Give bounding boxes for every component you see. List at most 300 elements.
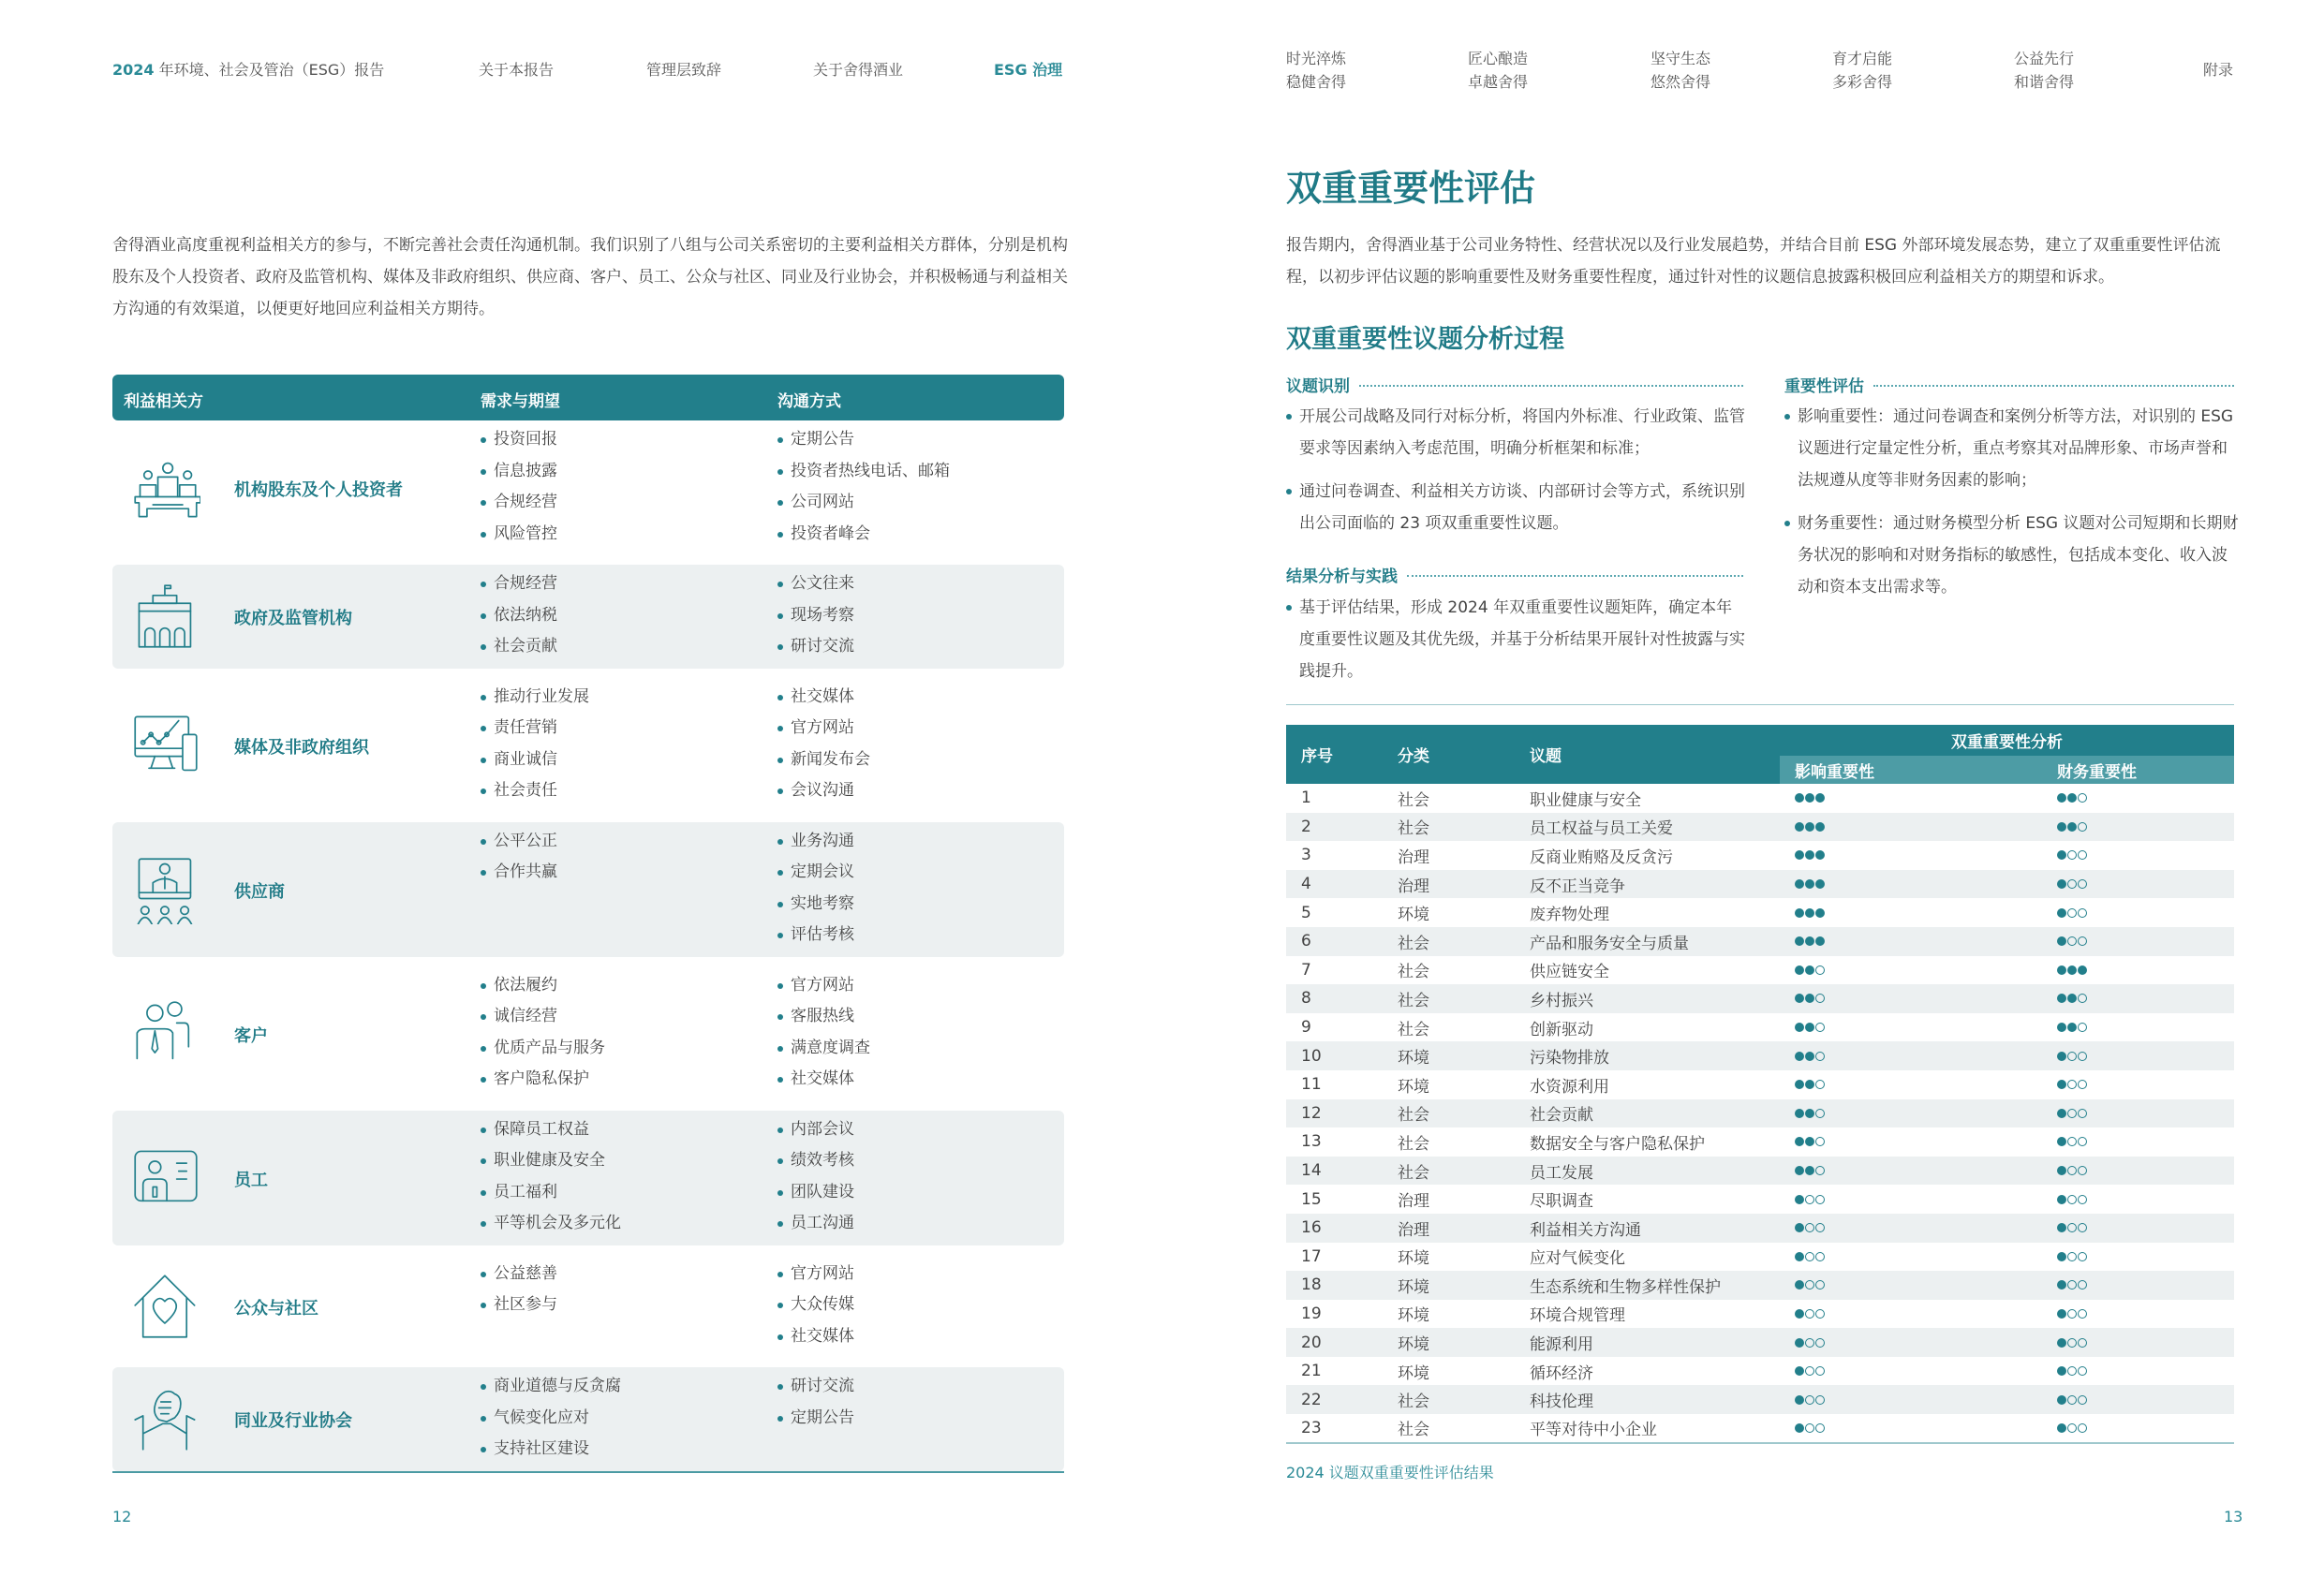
nav-about-report[interactable]: 关于本报告	[479, 61, 555, 79]
section-heading-results: 结果分析与实践	[1286, 563, 1743, 586]
cell-topic: 能源利用	[1515, 1328, 1780, 1357]
cell-financial-rating	[2042, 1185, 2234, 1214]
nav-chapter-line1: 坚守生态	[1650, 50, 1711, 67]
empty-dot-icon	[2067, 1223, 2077, 1232]
section-subtitle: 双重重要性议题分析过程	[1286, 325, 1564, 354]
list-item: 推动行业发展	[481, 682, 589, 714]
header-stakeholder: 利益相关方	[124, 392, 203, 411]
table-row	[1286, 1385, 2234, 1414]
filled-dot-icon	[1795, 1166, 1804, 1175]
cell-impact-rating	[1780, 1414, 2042, 1443]
channels-list	[777, 826, 854, 951]
cell-topic: 反不正当竞争	[1515, 870, 1780, 899]
filled-dot-icon	[1815, 822, 1825, 832]
cell-category: 环境	[1398, 906, 1429, 925]
impact-rating-dots	[1795, 994, 1825, 1003]
stakeholder-table-header	[112, 375, 1064, 420]
financial-rating-dots	[2057, 822, 2087, 832]
cell-category: 治理	[1398, 847, 1429, 867]
list-item: 信息披露	[481, 456, 557, 488]
nav-chapter-3[interactable]	[1650, 47, 1710, 94]
cell-no: 16	[1286, 1214, 1383, 1243]
cell-no: 2	[1286, 813, 1383, 842]
cell-financial-rating	[2042, 1127, 2234, 1157]
cell-financial-rating	[2042, 956, 2234, 985]
channels-list	[777, 1259, 854, 1353]
cell-topic: 废弃物处理	[1530, 906, 1609, 925]
cell-no: 6	[1286, 927, 1383, 956]
list-item: 社会贡献	[481, 631, 557, 663]
empty-dot-icon	[2078, 1023, 2087, 1032]
empty-dot-icon	[2067, 1052, 2077, 1061]
financial-rating-dots	[2057, 1395, 2087, 1405]
nav-about-company[interactable]: 关于舍得酒业	[813, 61, 904, 79]
empty-dot-icon	[2078, 994, 2087, 1003]
empty-dot-icon	[1805, 1366, 1814, 1376]
needs-list	[481, 1371, 621, 1466]
cell-impact-rating	[1780, 984, 2042, 1013]
nav-chapter-line2: 和谐舍得	[2014, 73, 2075, 91]
financial-rating-dots	[2057, 965, 2087, 975]
table-row	[1286, 1185, 2234, 1214]
financial-rating-dots	[2057, 1223, 2087, 1232]
filled-dot-icon	[2057, 908, 2066, 918]
table-row	[1286, 1070, 2234, 1099]
cell-financial-rating	[2042, 1328, 2234, 1357]
cell-category: 环境	[1383, 1328, 1515, 1357]
empty-dot-icon	[2078, 1195, 2087, 1204]
financial-rating-dots	[2057, 1366, 2087, 1376]
cell-topic: 平等对待中小企业	[1515, 1414, 1780, 1443]
financial-rating-dots	[2057, 793, 2087, 803]
list-item: 客户隐私保护	[481, 1064, 605, 1096]
filled-dot-icon	[2057, 1252, 2066, 1261]
list-item: 依法履约	[481, 970, 605, 1002]
empty-dot-icon	[1805, 1280, 1814, 1290]
empty-dot-icon	[2078, 850, 2087, 860]
filled-dot-icon	[2057, 965, 2066, 975]
section-heading-assessment: 重要性评估	[1784, 373, 2234, 396]
empty-dot-icon	[2078, 908, 2087, 918]
cell-impact-rating	[1780, 1041, 2042, 1070]
investors-meeting-icon	[131, 453, 200, 523]
stakeholder-row	[112, 1367, 1064, 1471]
cell-no: 23	[1286, 1414, 1383, 1443]
customers-icon	[131, 999, 200, 1069]
cell-financial-rating	[2042, 898, 2234, 927]
financial-rating-dots	[2057, 936, 2087, 946]
cell-impact-rating	[1780, 870, 2042, 899]
financial-rating-dots	[2057, 994, 2087, 1003]
list-item: 公司网站	[777, 487, 950, 519]
financial-rating-dots	[2057, 1338, 2087, 1348]
list-item: 诚信经营	[481, 1001, 605, 1033]
empty-dot-icon	[1815, 1109, 1825, 1118]
cell-topic: 职业健康与安全	[1530, 790, 1641, 810]
cell-no: 10	[1286, 1041, 1383, 1070]
filled-dot-icon	[2067, 822, 2077, 832]
needs-list	[481, 682, 589, 807]
empty-dot-icon	[1815, 1080, 1825, 1089]
filled-dot-icon	[2057, 1195, 2066, 1204]
financial-rating-dots	[2057, 1023, 2087, 1032]
impact-rating-dots	[1795, 965, 1825, 975]
empty-dot-icon	[2067, 1280, 2077, 1290]
filled-dot-icon	[1805, 1137, 1814, 1146]
cell-no: 17	[1301, 1246, 1322, 1266]
cell-impact-rating	[1780, 1099, 2042, 1128]
list-item: 合作共赢	[481, 857, 557, 889]
needs-list	[481, 1259, 557, 1321]
cell-impact-rating	[1780, 1385, 2042, 1414]
nav-chapter-line2: 多彩舍得	[1832, 73, 1893, 91]
table-row	[1286, 1013, 2234, 1042]
list-item: 气候变化应对	[481, 1403, 621, 1435]
stakeholder-name: 同业及行业协会	[234, 1411, 352, 1432]
cell-no: 19	[1301, 1304, 1322, 1323]
filled-dot-icon	[1805, 850, 1814, 860]
list-item: 定期公告	[777, 1403, 854, 1435]
table-row	[1286, 956, 2234, 985]
list-item: 开展公司战略及同行对标分析，将国内外标准、行业政策、监管要求等因素纳入考虑范围，明确分析框架和标准；	[1286, 401, 1745, 464]
needs-list	[481, 970, 605, 1096]
financial-rating-dots	[2057, 1423, 2087, 1433]
empty-dot-icon	[2078, 1423, 2087, 1433]
cell-impact-rating	[1780, 1357, 2042, 1386]
cell-impact-rating	[1780, 1157, 2042, 1186]
empty-dot-icon	[2067, 1166, 2077, 1175]
cell-topic: 循环经济	[1530, 1363, 1593, 1383]
empty-dot-icon	[1815, 965, 1825, 975]
stakeholder-name: 公众与社区	[234, 1298, 318, 1319]
empty-dot-icon	[2067, 1109, 2077, 1118]
filled-dot-icon	[1795, 1395, 1804, 1405]
cell-financial-rating	[2042, 870, 2234, 899]
cell-category: 社会	[1383, 1099, 1515, 1128]
impact-rating-dots	[1795, 908, 1825, 918]
list-item: 投资者热线电话、邮箱	[777, 456, 950, 488]
filled-dot-icon	[1795, 1280, 1804, 1290]
nav-chapter-line1: 附录	[2203, 61, 2234, 79]
cell-impact-rating	[1780, 1300, 2042, 1329]
financial-rating-dots	[2057, 1166, 2087, 1175]
cell-category: 环境	[1398, 1306, 1429, 1326]
list-item: 现场考察	[777, 600, 854, 632]
cell-financial-rating	[2042, 1414, 2234, 1443]
cell-topic: 水资源利用	[1530, 1077, 1609, 1097]
impact-rating-dots	[1795, 1338, 1825, 1348]
empty-dot-icon	[2067, 879, 2077, 889]
cell-impact-rating	[1780, 927, 2042, 956]
financial-rating-dots	[2057, 1252, 2087, 1261]
cell-topic: 科技伦理	[1515, 1385, 1780, 1414]
cell-topic: 反商业贿赂及反贪污	[1530, 847, 1673, 867]
nav-chapter-line1: 育才启能	[1832, 50, 1893, 67]
channels-list	[777, 970, 870, 1096]
filled-dot-icon	[1795, 1423, 1804, 1433]
empty-dot-icon	[2078, 879, 2087, 889]
empty-dot-icon	[2067, 1080, 2077, 1089]
cell-impact-rating	[1780, 1243, 2042, 1272]
nav-chapter-4[interactable]	[1832, 47, 1892, 94]
cell-category: 环境	[1398, 1249, 1429, 1269]
filled-dot-icon	[1795, 793, 1804, 803]
filled-dot-icon	[1805, 908, 1814, 918]
filled-dot-icon	[1795, 1252, 1804, 1261]
list-item: 投资回报	[481, 424, 557, 456]
cell-financial-rating	[2042, 784, 2234, 813]
table-row	[1286, 1271, 2234, 1300]
list-item: 保障员工权益	[481, 1114, 621, 1146]
cell-topic: 数据安全与客户隐私保护	[1530, 1134, 1705, 1154]
cell-financial-rating	[2042, 1070, 2234, 1099]
empty-dot-icon	[2067, 908, 2077, 918]
list-item: 公益慈善	[481, 1259, 557, 1290]
results-list	[1286, 592, 1745, 699]
empty-dot-icon	[1815, 1395, 1825, 1405]
impact-rating-dots	[1795, 1395, 1825, 1405]
cell-impact-rating	[1780, 956, 2042, 985]
header-topic: 议题	[1515, 725, 1780, 784]
financial-rating-dots	[2057, 1080, 2087, 1089]
nav-chapter-line2: 卓越舍得	[1468, 73, 1529, 91]
filled-dot-icon	[1805, 936, 1814, 946]
dotted-divider	[1359, 385, 1743, 387]
materiality-intro: 报告期内，舍得酒业基于公司业务特性、经营状况以及行业发展趋势，并结合目前 ESG 外部环境发展态势，建立了双重重要性评估流程，以初步评估议题的影响重要性及财务重要性程度，通过针对性的议题信息披露积极回应利益相关方的期望和诉求。	[1286, 236, 2221, 287]
empty-dot-icon	[2078, 1338, 2087, 1348]
needs-list	[481, 424, 557, 550]
cell-category: 社会	[1383, 1385, 1515, 1414]
list-item: 商业道德与反贪腐	[481, 1371, 621, 1403]
empty-dot-icon	[2067, 936, 2077, 946]
cell-topic: 尽职调查	[1530, 1192, 1593, 1212]
list-item: 支持社区建设	[481, 1434, 621, 1466]
filled-dot-icon	[1795, 908, 1804, 918]
cell-impact-rating	[1780, 1214, 2042, 1243]
filled-dot-icon	[1815, 879, 1825, 889]
impact-rating-dots	[1795, 1309, 1825, 1319]
list-item: 绩效考核	[777, 1145, 854, 1177]
filled-dot-icon	[1815, 936, 1825, 946]
cell-financial-rating	[2042, 1214, 2234, 1243]
filled-dot-icon	[1795, 1080, 1804, 1089]
header-dual-materiality: 双重重要性分析	[1780, 725, 2234, 756]
table-row	[1286, 1328, 2234, 1357]
filled-dot-icon	[2057, 1280, 2066, 1290]
cell-topic: 员工权益与员工关爱	[1515, 813, 1780, 842]
empty-dot-icon	[2078, 1395, 2087, 1405]
needs-list	[481, 1114, 621, 1240]
filled-dot-icon	[1795, 1137, 1804, 1146]
stakeholder-row	[112, 966, 1064, 1101]
section-heading-identification: 议题识别	[1286, 373, 1743, 396]
filled-dot-icon	[1795, 994, 1804, 1003]
stakeholder-name: 媒体及非政府组织	[234, 737, 369, 758]
cell-financial-rating	[2042, 1271, 2234, 1300]
list-item: 合规经营	[481, 487, 557, 519]
needs-list	[481, 826, 557, 889]
impact-rating-dots	[1795, 1080, 1825, 1089]
empty-dot-icon	[2067, 1137, 2077, 1146]
financial-rating-dots	[2057, 1109, 2087, 1118]
nav-chapter-1[interactable]	[1286, 47, 1346, 94]
filled-dot-icon	[2057, 936, 2066, 946]
identification-list	[1286, 401, 1745, 551]
divider-line	[1286, 704, 2234, 705]
cell-no: 13	[1301, 1132, 1322, 1152]
list-item: 客服热线	[777, 1001, 870, 1033]
impact-rating-dots	[1795, 822, 1825, 832]
list-item: 新闻发布会	[777, 744, 870, 776]
table-bottom-rule	[112, 1471, 1064, 1473]
list-item: 责任营销	[481, 713, 589, 744]
filled-dot-icon	[1805, 1052, 1814, 1061]
empty-dot-icon	[2078, 1366, 2087, 1376]
nav-chapter-line1: 匠心酿造	[1468, 50, 1529, 67]
list-item: 定期会议	[777, 857, 854, 889]
impact-rating-dots	[1795, 1252, 1825, 1261]
filled-dot-icon	[2067, 1023, 2077, 1032]
empty-dot-icon	[1805, 1195, 1814, 1204]
empty-dot-icon	[2067, 1366, 2077, 1376]
empty-dot-icon	[1805, 1309, 1814, 1319]
list-item: 评估考核	[777, 920, 854, 951]
supplier-screen-icon	[131, 855, 200, 924]
nav-chapter-2[interactable]	[1468, 47, 1528, 94]
employee-badge-icon	[131, 1143, 200, 1213]
nav-management-message[interactable]: 管理层致辞	[646, 61, 722, 79]
empty-dot-icon	[2078, 822, 2087, 832]
cell-no: 14	[1286, 1157, 1383, 1186]
table-row	[1286, 1041, 2234, 1070]
cell-no: 22	[1286, 1385, 1383, 1414]
empty-dot-icon	[2067, 1252, 2077, 1261]
table-row	[1286, 984, 2234, 1013]
table-row	[1286, 1243, 2234, 1272]
filled-dot-icon	[1795, 1309, 1804, 1319]
table-row	[1286, 1127, 2234, 1157]
cell-no: 4	[1286, 870, 1383, 899]
filled-dot-icon	[1815, 793, 1825, 803]
cell-impact-rating	[1780, 1127, 2042, 1157]
list-item: 平等机会及多元化	[481, 1208, 621, 1240]
filled-dot-icon	[1805, 1023, 1814, 1032]
impact-rating-dots	[1795, 1137, 1825, 1146]
materiality-table	[1286, 725, 2234, 1444]
nav-chapter-line2: 悠然舍得	[1650, 73, 1711, 91]
table-row	[1286, 784, 2234, 813]
nav-chapter-6[interactable]	[2203, 58, 2233, 81]
cell-no: 15	[1301, 1189, 1322, 1209]
impact-rating-dots	[1795, 1023, 1825, 1032]
cell-impact-rating	[1780, 1271, 2042, 1300]
page-number-right: 13	[2224, 1508, 2243, 1525]
page-title: 双重重要性评估	[1286, 167, 1536, 209]
stakeholder-row	[112, 1111, 1064, 1245]
empty-dot-icon	[2067, 1423, 2077, 1433]
list-item: 基于评估结果，形成 2024 年双重重要性议题矩阵，确定本年度重要性议题及其优先级，并基于分析结果开展针对性披露与实践提升。	[1286, 592, 1745, 687]
empty-dot-icon	[1815, 1309, 1825, 1319]
empty-dot-icon	[2067, 1309, 2077, 1319]
list-item: 官方网站	[777, 713, 870, 744]
filled-dot-icon	[1805, 822, 1814, 832]
assessment-list	[1784, 401, 2239, 614]
filled-dot-icon	[2057, 1338, 2066, 1348]
list-item: 满意度调查	[777, 1033, 870, 1065]
cell-topic: 产品和服务安全与质量	[1515, 927, 1780, 956]
cell-category: 环境	[1398, 1363, 1429, 1383]
impact-rating-dots	[1795, 850, 1825, 860]
cell-no: 5	[1301, 903, 1311, 922]
report-title[interactable]: 2024 年环境、社会及管治（ESG）报告	[112, 61, 385, 79]
header-no: 序号	[1286, 725, 1383, 784]
header-channels: 沟通方式	[777, 392, 841, 411]
cell-topic: 乡村振兴	[1515, 984, 1780, 1013]
financial-rating-dots	[2057, 1309, 2087, 1319]
cell-category: 社会	[1398, 1020, 1429, 1039]
cell-category: 环境	[1383, 1271, 1515, 1300]
table-row	[1286, 1214, 2234, 1243]
empty-dot-icon	[1805, 1338, 1814, 1348]
filled-dot-icon	[1805, 793, 1814, 803]
filled-dot-icon	[2057, 1137, 2066, 1146]
empty-dot-icon	[2078, 1137, 2087, 1146]
table-row	[1286, 1099, 2234, 1128]
empty-dot-icon	[1815, 994, 1825, 1003]
cell-category: 社会	[1398, 790, 1429, 810]
empty-dot-icon	[2078, 1166, 2087, 1175]
filled-dot-icon	[2057, 1309, 2066, 1319]
empty-dot-icon	[2078, 1109, 2087, 1118]
table-row	[1286, 841, 2234, 870]
list-item: 公平公正	[481, 826, 557, 858]
list-item: 商业诚信	[481, 744, 589, 776]
cell-financial-rating	[2042, 1385, 2234, 1414]
nav-chapter-5[interactable]	[2014, 47, 2074, 94]
cell-category: 环境	[1383, 1041, 1515, 1070]
filled-dot-icon	[1795, 1052, 1804, 1061]
list-item: 会议沟通	[777, 775, 870, 807]
filled-dot-icon	[1795, 965, 1804, 975]
list-item: 财务重要性：通过财务模型分析 ESG 议题对公司短期和长期财务状况的影响和对财务指标的敏感性，包括成本变化、收入波动和资本支出需求等。	[1784, 508, 2239, 603]
cell-category: 环境	[1398, 1077, 1429, 1097]
filled-dot-icon	[2067, 994, 2077, 1003]
list-item: 合规经营	[481, 568, 557, 600]
cell-no: 12	[1286, 1099, 1383, 1128]
list-item: 大众传媒	[777, 1290, 854, 1321]
filled-dot-icon	[2057, 1395, 2066, 1405]
stakeholder-row	[112, 678, 1064, 813]
cell-topic: 供应链安全	[1530, 963, 1609, 982]
list-item: 风险管控	[481, 519, 557, 551]
filled-dot-icon	[1795, 1366, 1804, 1376]
stakeholder-row	[112, 420, 1064, 555]
empty-dot-icon	[1815, 1338, 1825, 1348]
list-item: 依法纳税	[481, 600, 557, 632]
filled-dot-icon	[1805, 994, 1814, 1003]
list-item: 业务沟通	[777, 826, 854, 858]
list-item: 内部会议	[777, 1114, 854, 1146]
nav-chapter-line1: 公益先行	[2014, 50, 2075, 67]
stakeholder-name: 客户	[234, 1025, 268, 1046]
nav-chapter-line1: 时光淬炼	[1286, 50, 1347, 67]
filled-dot-icon	[1795, 1023, 1804, 1032]
impact-rating-dots	[1795, 1195, 1825, 1204]
empty-dot-icon	[1815, 1166, 1825, 1175]
stakeholder-name: 供应商	[234, 881, 285, 902]
cell-no: 7	[1301, 960, 1311, 980]
nav-esg-governance[interactable]: ESG 治理	[994, 61, 1063, 79]
